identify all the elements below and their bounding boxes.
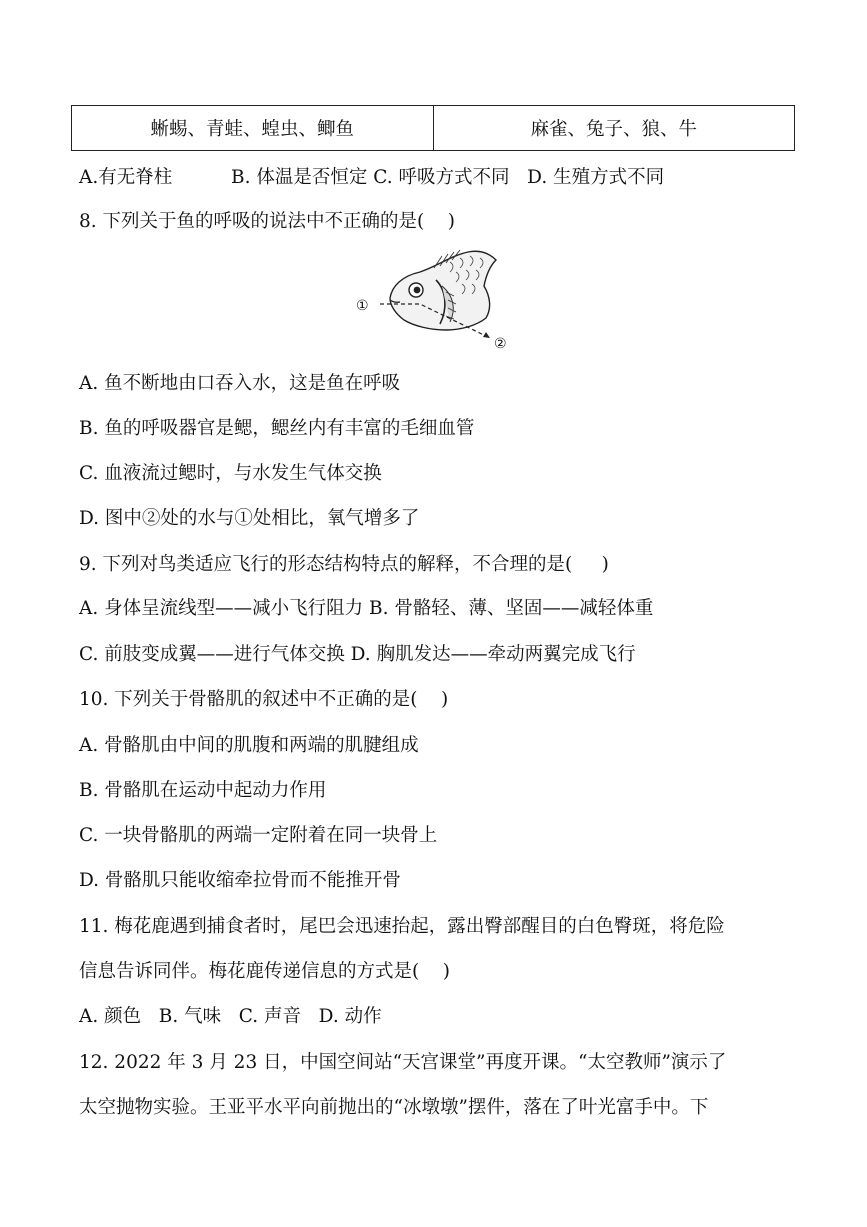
q7-options: A.有无脊柱 B. 体温是否恒定 C. 呼吸方式不同 D. 生殖方式不同 <box>79 167 665 188</box>
q12-line-2: 太空抛物实验。王亚平水平向前抛出的“冰墩墩”摆件，落在了叶光富手中。下 <box>79 1097 709 1118</box>
q11-stem-line-2: 信息告诉同伴。梅花鹿传递信息的方式是( ) <box>79 961 450 982</box>
q9-options-line-2: C. 前肢变成翼——进行气体交换 D. 胸肌发达——牵动两翼完成飞行 <box>79 644 636 665</box>
q10-option-c: C. 一块骨骼肌的两端一定附着在同一块骨上 <box>79 825 438 846</box>
q10-option-a: A. 骨骼肌由中间的肌腹和两端的肌腱组成 <box>79 735 419 756</box>
fish-label-2: ② <box>494 336 507 352</box>
table-cell-group-2: 麻雀、兔子、狼、牛 <box>433 106 795 151</box>
table-cell-group-1: 蜥蜴、青蛙、蝗虫、鲫鱼 <box>72 106 434 151</box>
q10-option-d: D. 骨骼肌只能收缩牵拉骨而不能推开骨 <box>79 870 401 891</box>
q8-option-b: B. 鱼的呼吸器官是鳃，鳃丝内有丰富的毛细血管 <box>79 418 475 439</box>
q10-stem: 10. 下列关于骨骼肌的叙述中不正确的是( ) <box>79 689 449 710</box>
classification-table <box>71 105 795 151</box>
q10-option-b: B. 骨骼肌在运动中起动力作用 <box>79 780 327 801</box>
q8-stem: 8. 下列关于鱼的呼吸的说法中不正确的是( ) <box>79 211 455 232</box>
q9-stem: 9. 下列对鸟类适应飞行的形态结构特点的解释，不合理的是( ) <box>79 554 609 575</box>
q8-option-d: D. 图中②处的水与①处相比，氧气增多了 <box>79 508 420 529</box>
fish-label-1: ① <box>356 298 369 314</box>
q12-line-1: 12. 2022 年 3 月 23 日，中国空间站“天宫课堂”再度开课。“太空教师”演示了 <box>79 1052 727 1073</box>
q8-option-c: C. 血液流过鳃时，与水发生气体交换 <box>79 463 382 484</box>
q11-stem-line-1: 11. 梅花鹿遇到捕食者时，尾巴会迅速抬起，露出臀部醒目的白色臀斑，将危险 <box>79 916 725 937</box>
q9-options-line-1: A. 身体呈流线型——减小飞行阻力 B. 骨骼轻、薄、坚固——减轻体重 <box>79 598 654 619</box>
q8-option-a: A. 鱼不断地由口吞入水，这是鱼在呼吸 <box>79 373 401 394</box>
fish-diagram <box>350 246 520 352</box>
q11-options: A. 颜色 B. 气味 C. 声音 D. 动作 <box>79 1006 382 1027</box>
